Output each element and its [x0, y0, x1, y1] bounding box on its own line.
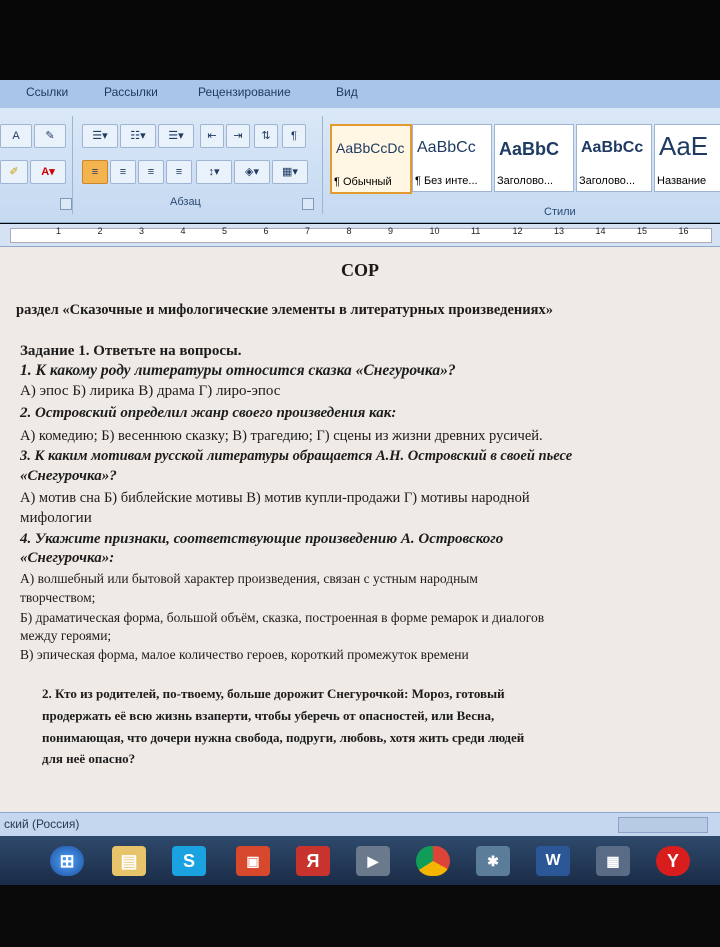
ruler-number: 11 [471, 226, 481, 236]
network-app-icon[interactable]: ✱ [476, 846, 510, 876]
ruler-scale [10, 228, 712, 243]
style-sample: AaE [659, 131, 709, 161]
align-center-icon: ≡ [119, 166, 127, 178]
ruler-number: 5 [222, 226, 228, 236]
align-left-button[interactable] [82, 160, 108, 184]
style-sample: AaBbCc [417, 139, 476, 156]
task-2-line-1: 2. Кто из родителей, по-твоему, больше дорожит Снегурочкой: Мороз, готовый [42, 686, 505, 701]
align-right-button[interactable] [138, 160, 164, 184]
task-2-line-4: для неё опасно? [42, 751, 136, 766]
tab-view[interactable]: Вид [336, 85, 358, 99]
yandex-letter: Я [306, 851, 320, 871]
sort-icon: ⇅ [261, 130, 271, 142]
align-left-icon: ≡ [91, 166, 99, 178]
show-marks-button[interactable] [282, 124, 306, 148]
group-separator [322, 116, 323, 214]
justify-button[interactable] [166, 160, 192, 184]
increase-indent-button[interactable] [226, 124, 250, 148]
borders-icon: ▦▾ [282, 166, 298, 178]
line-spacing-icon: ↕▾ [208, 166, 220, 178]
media-player-icon[interactable]: ▶ [356, 846, 390, 876]
question-2: 2. Островский определил жанр своего произведения как: [20, 405, 397, 421]
style-sample: AaBbCcDc [336, 140, 405, 156]
style-name: Название [657, 175, 707, 187]
question-4-line-2: «Снегурочка»: [20, 550, 115, 566]
highlight-color-button[interactable] [0, 160, 28, 184]
style-name: ¶ Обычный [334, 176, 392, 188]
question-3-line-1: 3. К каким мотивам русской литературы обращается А.Н. Островский в своей пьесе [20, 448, 573, 464]
window-app-icon[interactable]: ▦ [596, 846, 630, 876]
highlighter-icon: ✐ [9, 166, 19, 178]
yandex-browser-letter: Y [666, 851, 679, 871]
document-title: СОР [341, 260, 379, 280]
yandex-icon[interactable] [296, 846, 330, 876]
paragraph-group-label: Абзац [170, 196, 201, 208]
task-2-line-2: продержать её всю жизнь взаперти, чтобы уберечь от опасностей, или Весна, [42, 708, 495, 723]
ruler-number: 16 [678, 226, 689, 236]
ruler-number: 2 [97, 226, 103, 236]
borders-button[interactable] [272, 160, 308, 184]
question-3-options-line-1: А) мотив сна Б) библейские мотивы В) мотив купли-продажи Г) мотивы народной [20, 490, 530, 506]
task1-heading: Задание 1. Ответьте на вопросы. [20, 343, 242, 359]
ruler-number: 1 [56, 226, 62, 236]
start-orb-icon[interactable]: ⊞ [50, 846, 84, 876]
justify-icon: ≡ [175, 166, 183, 178]
style-name: Заголово... [497, 175, 554, 187]
font-case-icon: A [12, 130, 20, 142]
word-icon[interactable]: W [536, 846, 570, 876]
ruler-number: 12 [512, 226, 523, 236]
group-separator [72, 116, 73, 214]
align-right-icon: ≡ [147, 166, 155, 178]
question-4-option-b-line-2: между героями; [20, 628, 112, 643]
style-sample: AaBbCc [581, 139, 644, 156]
multilevel-list-icon: ☰▾ [168, 130, 184, 142]
yandex-browser-icon[interactable] [656, 846, 690, 876]
paragraph-dialog-launcher[interactable] [302, 198, 314, 210]
style-title[interactable] [654, 124, 720, 192]
line-spacing-button[interactable] [196, 160, 232, 184]
horizontal-ruler[interactable] [0, 224, 720, 247]
eraser-icon: ✎ [45, 130, 55, 142]
view-buttons[interactable] [618, 817, 708, 833]
chrome-icon[interactable] [416, 846, 450, 876]
paint-bucket-icon: ◈▾ [245, 166, 259, 178]
style-heading-2[interactable] [576, 124, 652, 192]
ruler-number: 10 [429, 226, 440, 236]
question-4-line-1: 4. Укажите признаки, соответствующие произведению А. Островского [20, 531, 504, 547]
font-size-button[interactable] [0, 124, 32, 148]
tab-mailings[interactable]: Рассылки [104, 85, 158, 99]
font-dialog-launcher[interactable] [60, 198, 72, 210]
question-4-option-b-line-1: Б) драматическая форма, большой объём, сказка, построенная в форме ремарок и диалогов [20, 610, 545, 625]
question-3-line-2: «Снегурочка»? [20, 468, 117, 484]
style-name: ¶ Без инте... [415, 175, 478, 187]
style-no-spacing[interactable] [412, 124, 492, 192]
numbering-button[interactable] [120, 124, 156, 148]
bullets-button[interactable] [82, 124, 118, 148]
presentation-app-icon[interactable]: ▣ [236, 846, 270, 876]
ruler-number: 4 [180, 226, 186, 236]
style-normal[interactable] [330, 124, 412, 194]
skype-icon[interactable] [172, 846, 206, 876]
style-name: Заголово... [579, 175, 636, 187]
numbered-list-icon: ☷▾ [130, 130, 146, 142]
ruler-number: 6 [263, 226, 269, 236]
align-center-button[interactable] [110, 160, 136, 184]
question-4-option-a-line-1: А) волшебный или бытовой характер произведения, связан с устным народным [20, 571, 478, 586]
tab-references[interactable]: Ссылки [26, 85, 69, 99]
font-color-icon: A▾ [41, 166, 55, 178]
ruler-number: 15 [637, 226, 648, 236]
ribbon-tab-strip [0, 80, 720, 108]
question-4-option-c: В) эпическая форма, малое количество героев, короткий промежуток времени [20, 647, 469, 662]
indent-icon: ⇥ [233, 130, 243, 142]
question-3-options-line-2: мифологии [20, 510, 92, 526]
bullet-list-icon: ☰▾ [92, 130, 108, 142]
ruler-number: 13 [554, 226, 565, 236]
sort-button[interactable] [254, 124, 278, 148]
screen-bezel-bottom [0, 885, 720, 947]
ruler-number: 14 [595, 226, 606, 236]
question-4-option-a-line-2: творчеством; [20, 590, 96, 605]
status-bar [0, 812, 720, 837]
font-color-button[interactable] [30, 160, 66, 184]
multilevel-list-button[interactable] [158, 124, 194, 148]
task-2-line-3: понимающая, что дочери нужна свобода, подруги, любовь, хотя жить среди людей [42, 730, 525, 745]
ruler-number: 8 [346, 226, 352, 236]
outdent-icon: ⇤ [207, 130, 217, 142]
decrease-indent-button[interactable] [200, 124, 224, 148]
ruler-number: 7 [305, 226, 311, 236]
style-heading-1[interactable] [494, 124, 574, 192]
question-1: 1. К какому роду литературы относится сказка «Снегурочка»? [20, 362, 456, 379]
ruler-number: 3 [139, 226, 145, 236]
ruler-number: 9 [388, 226, 394, 236]
shading-button[interactable] [234, 160, 270, 184]
skype-letter: S [182, 851, 195, 871]
pilcrow-icon: ¶ [291, 130, 297, 142]
question-1-options: А) эпос Б) лирика В) драма Г) лиро-эпос [20, 383, 281, 399]
clear-format-button[interactable] [34, 124, 66, 148]
tab-review[interactable]: Рецензирование [198, 85, 291, 99]
section-heading: раздел «Сказочные и мифологические элементы в литературных произведениях» [16, 302, 553, 318]
screen-bezel-top [0, 0, 720, 80]
style-sample: AaBbC [499, 139, 560, 159]
styles-group-label: Стили [544, 206, 576, 218]
file-explorer-icon[interactable]: ▤ [112, 846, 146, 876]
document-page[interactable] [0, 247, 720, 812]
language-indicator[interactable]: ский (Россия) [4, 817, 80, 831]
question-2-options: А) комедию; Б) весеннюю сказку; В) трагедию; Г) сцены из жизни древних русичей. [20, 428, 543, 444]
